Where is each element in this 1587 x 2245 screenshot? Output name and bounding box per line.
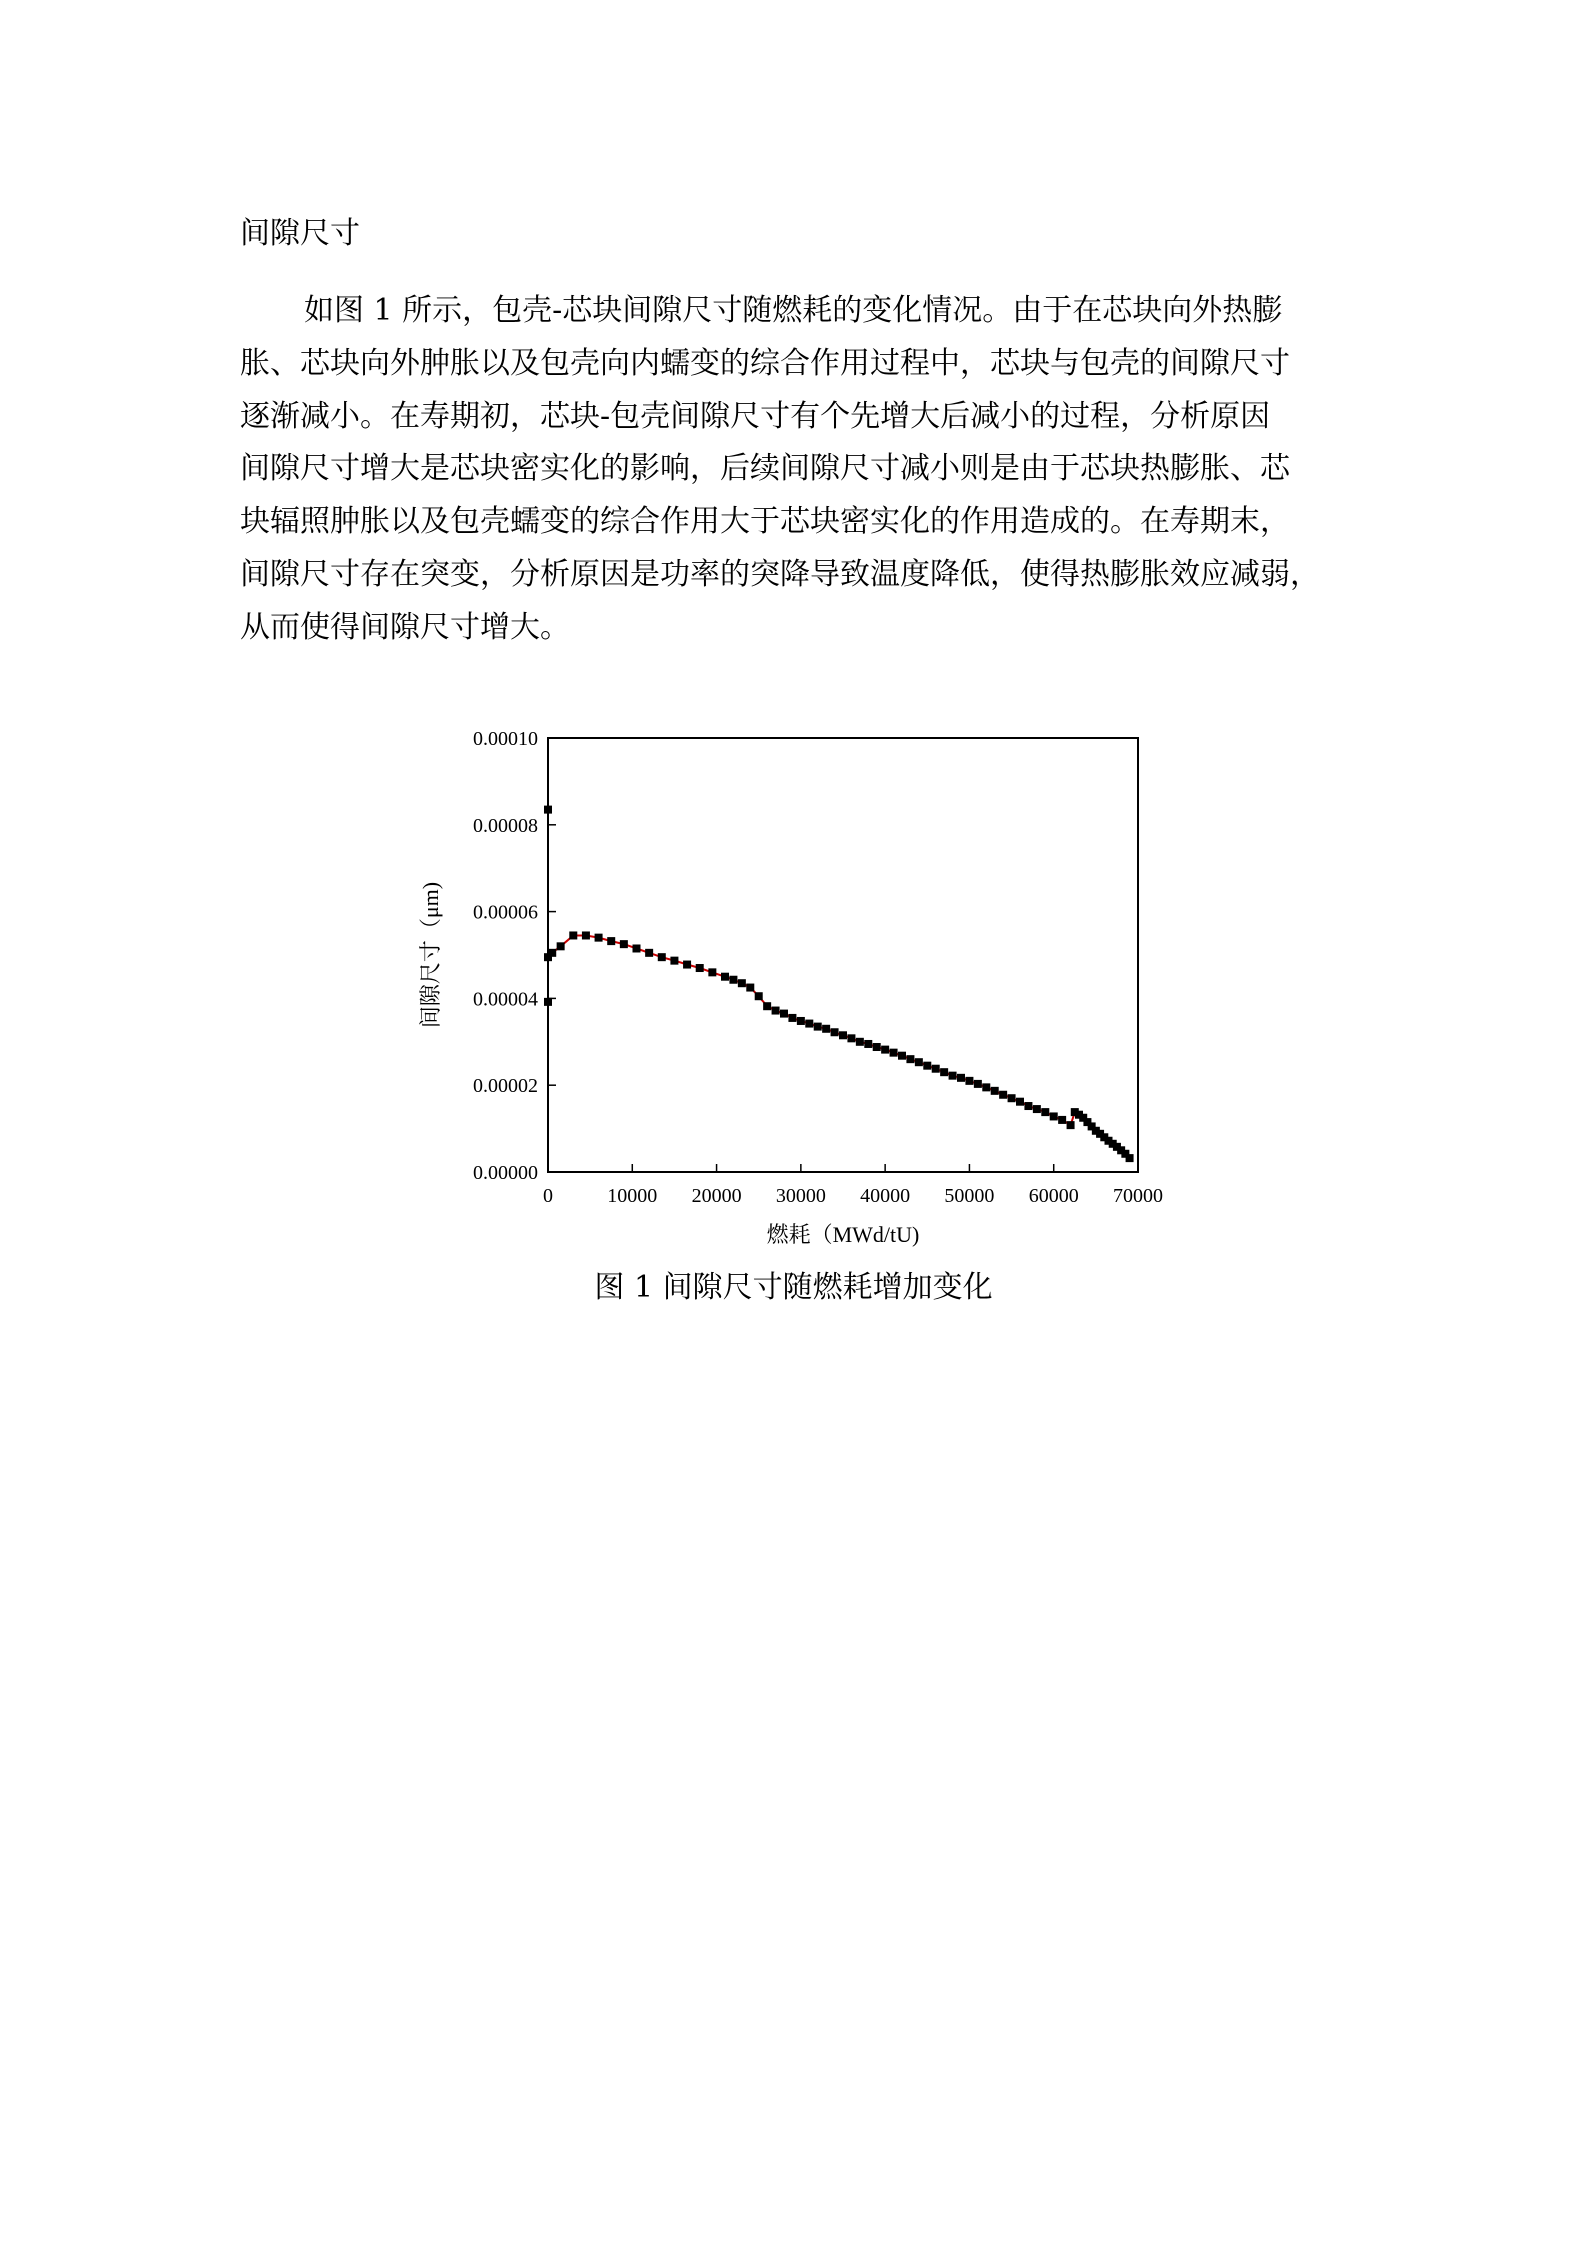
- paragraph-line: 胀、芯块向外肿胀以及包壳向内蠕变的综合作用过程中，芯块与包壳的间隙尺寸: [240, 345, 1290, 381]
- gap-size-chart: [410, 718, 1180, 1258]
- data-point: [788, 1014, 796, 1022]
- data-point: [569, 931, 577, 939]
- y-tick-label: 0.00010: [473, 728, 538, 750]
- paragraph-line: 从而使得间隙尺寸增大。: [240, 609, 570, 645]
- y-tick-label: 0.00004: [473, 988, 538, 1011]
- data-point: [991, 1087, 999, 1095]
- data-point: [915, 1058, 923, 1066]
- data-point: [683, 961, 691, 969]
- figure-caption: 图 1 间隙尺寸随燃耗增加变化: [594, 1270, 993, 1305]
- paragraph-line: 间隙尺寸增大是芯块密实化的影响，后续间隙尺寸减小则是由于芯块热膨胀、芯: [240, 451, 1290, 487]
- data-point: [620, 940, 628, 948]
- body-paragraph: [240, 285, 1350, 655]
- x-axis-label: 燃耗（MWd/tU): [766, 1222, 920, 1247]
- data-point: [873, 1043, 881, 1051]
- data-point: [847, 1034, 855, 1042]
- data-point: [906, 1055, 914, 1063]
- data-point: [965, 1077, 973, 1085]
- data-point: [999, 1091, 1007, 1099]
- data-point: [839, 1031, 847, 1039]
- data-point: [763, 1002, 771, 1010]
- data-point: [957, 1074, 965, 1082]
- data-point: [831, 1028, 839, 1036]
- data-point: [755, 992, 763, 1000]
- y-tick-label: 0.00000: [473, 1162, 538, 1184]
- x-tick-label: 50000: [944, 1185, 995, 1207]
- x-tick-label: 40000: [860, 1185, 911, 1207]
- data-point: [814, 1023, 822, 1031]
- data-point: [780, 1010, 788, 1018]
- x-tick-label: 10000: [607, 1185, 658, 1207]
- data-point: [670, 957, 678, 965]
- x-tick-label: 30000: [775, 1185, 826, 1207]
- y-tick-label: 0.00008: [473, 814, 538, 837]
- data-point: [1024, 1102, 1032, 1110]
- y-axis-label: 间隙尺寸（μm): [418, 881, 443, 1029]
- data-point: [890, 1049, 898, 1057]
- x-tick-label: 70000: [1113, 1185, 1163, 1207]
- series-markers: [544, 806, 1134, 1163]
- data-point: [746, 984, 754, 992]
- data-point: [805, 1020, 813, 1028]
- x-tick-label: 20000: [691, 1185, 742, 1207]
- data-point: [548, 949, 556, 957]
- x-tick-label: 60000: [1028, 1185, 1079, 1207]
- data-point: [1050, 1112, 1058, 1120]
- y-tick-label: 0.00002: [473, 1075, 538, 1098]
- data-point: [557, 942, 565, 950]
- data-point: [1008, 1094, 1016, 1102]
- data-point: [658, 953, 666, 961]
- data-point: [582, 931, 590, 939]
- y-tick-label: 0.00006: [473, 901, 538, 924]
- data-point: [949, 1072, 957, 1080]
- data-point: [1058, 1116, 1066, 1124]
- data-point: [1067, 1121, 1075, 1129]
- data-point: [708, 968, 716, 976]
- data-point: [633, 944, 641, 952]
- data-point: [1033, 1105, 1041, 1113]
- y-axis: [473, 728, 556, 1184]
- data-point: [898, 1052, 906, 1060]
- data-point: [1041, 1108, 1049, 1116]
- data-point: [974, 1080, 982, 1088]
- series-line: [548, 810, 1130, 1159]
- data-point: [822, 1025, 830, 1033]
- data-point: [1126, 1154, 1134, 1162]
- data-point: [696, 964, 704, 972]
- data-point: [856, 1038, 864, 1046]
- data-point: [932, 1065, 940, 1073]
- paragraph-line: 逐渐减小。在寿期初，芯块-包壳间隙尺寸有个先增大后减小的过程，分析原因: [240, 398, 1271, 434]
- data-point: [738, 979, 746, 987]
- paragraph-line: 块辐照肿胀以及包壳蠕变的综合作用大于芯块密实化的作用造成的。在寿期末，: [240, 504, 1290, 540]
- data-point: [1016, 1098, 1024, 1106]
- data-point: [595, 934, 603, 942]
- paragraph-line: 间隙尺寸存在突变，分析原因是功率的突降导致温度降低，使得热膨胀效应减弱，: [240, 556, 1320, 592]
- plot-frame: [548, 738, 1138, 1172]
- paragraph-line: 如图 1 所示，包壳-芯块间隙尺寸随燃耗的变化情况。由于在芯块向外热膨: [304, 293, 1283, 328]
- section-heading: 间隙尺寸: [240, 216, 360, 251]
- x-axis: [543, 1164, 1163, 1207]
- data-point: [645, 949, 653, 957]
- data-point: [721, 973, 729, 981]
- data-point: [772, 1007, 780, 1015]
- data-point: [729, 976, 737, 984]
- data-point: [607, 937, 615, 945]
- data-point: [982, 1083, 990, 1091]
- data-point: [797, 1017, 805, 1025]
- data-point: [923, 1062, 931, 1070]
- data-point: [881, 1046, 889, 1054]
- data-point: [864, 1040, 872, 1048]
- data-point: [940, 1068, 948, 1076]
- x-tick-label: 0: [543, 1185, 553, 1207]
